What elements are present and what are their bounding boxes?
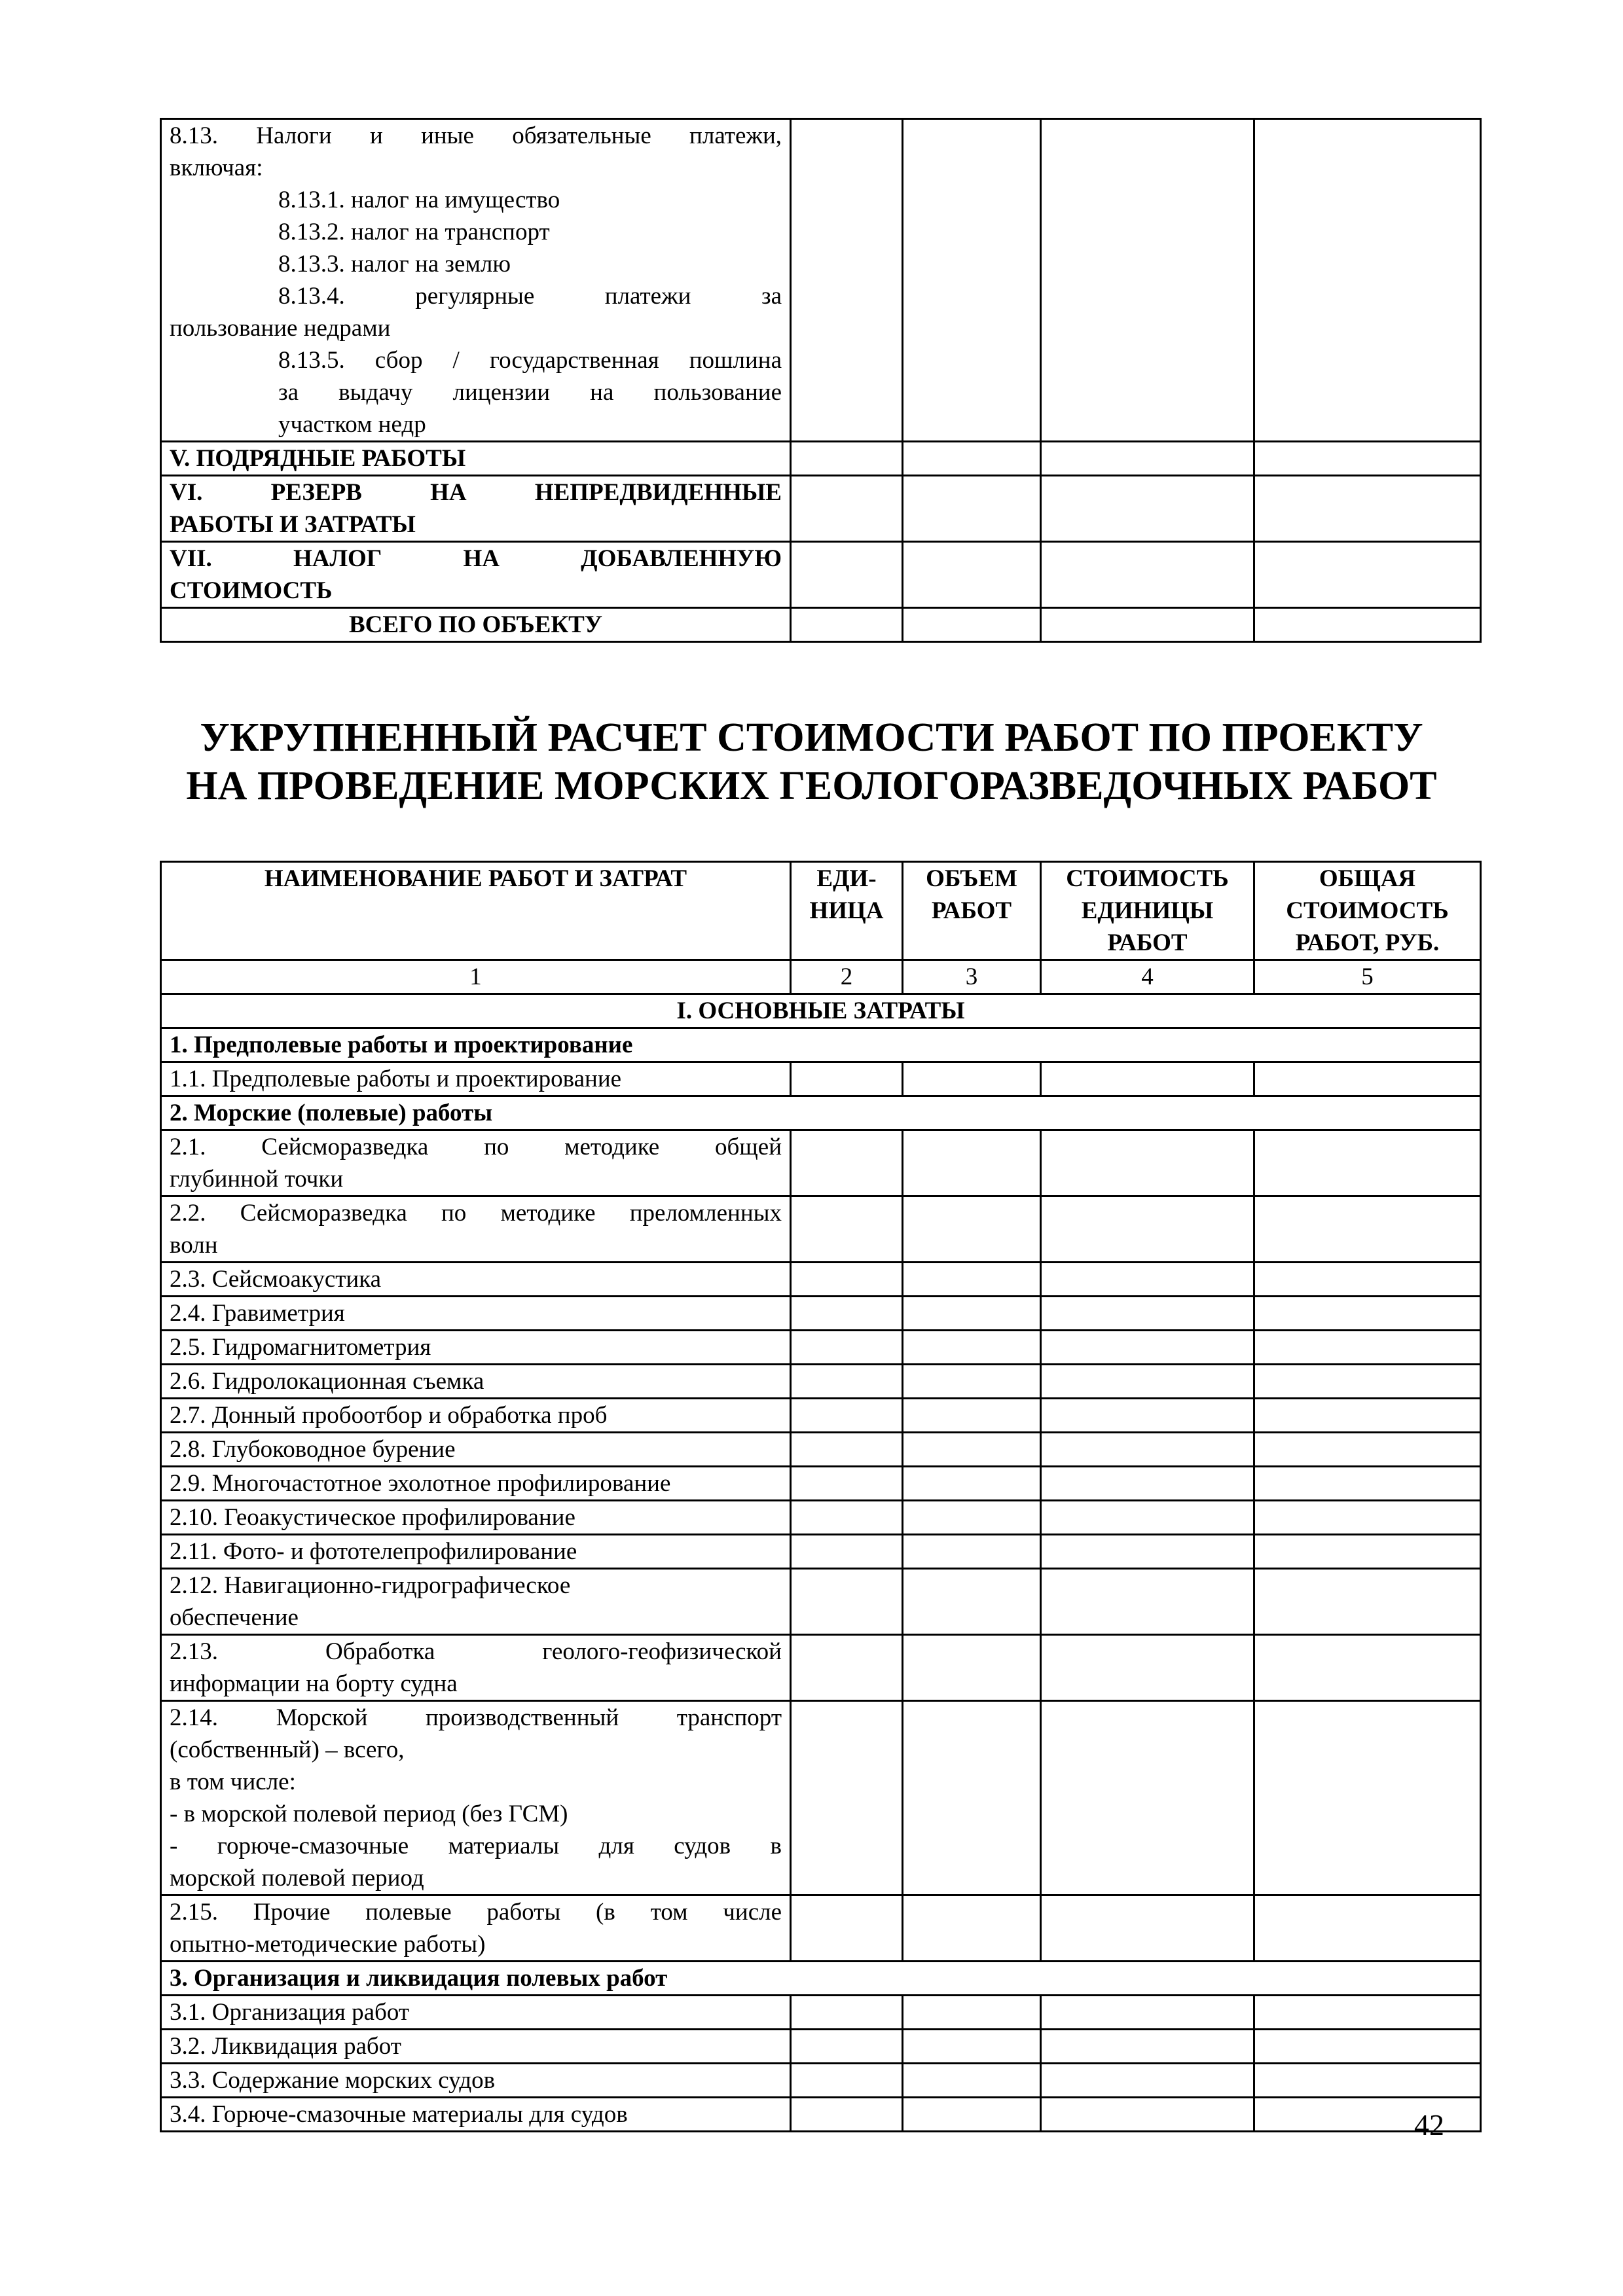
header-name: НАИМЕНОВАНИЕ РАБОТ И ЗАТРАТ (161, 862, 791, 960)
row-name (161, 1196, 791, 1263)
row-name: 1.1. Предполевые работы и проектирование (161, 1062, 791, 1096)
cell-empty (791, 1701, 903, 1895)
cell-empty (903, 1399, 1041, 1433)
row-text: - в морской полевой период (без ГСМ) (170, 1801, 568, 1827)
cell-empty (1041, 1365, 1254, 1399)
table-row (161, 442, 1481, 476)
column-number: 1 (161, 960, 791, 994)
cell-empty (1041, 2030, 1254, 2064)
cell-empty (791, 1433, 903, 1467)
row-vii-name (161, 542, 791, 608)
row-name (161, 1701, 791, 1895)
cell-empty (791, 1365, 903, 1399)
table-header-row (161, 862, 1481, 960)
title-line: УКРУПНЕННЫЙ РАСЧЕТ СТОИМОСТИ РАБОТ ПО ПРОЕКТУ (200, 715, 1423, 760)
row-name: 3.2. Ликвидация работ (161, 2030, 791, 2064)
cell-empty (1041, 119, 1254, 442)
table-row (161, 1635, 1481, 1701)
cell-empty (791, 608, 903, 642)
cell-empty (903, 1365, 1041, 1399)
header-text: РАБОТ (1107, 929, 1188, 956)
row-name: 2.10. Геоакустическое профилирование (161, 1501, 791, 1535)
table-row (161, 542, 1481, 608)
header-text: РАБОТ (931, 897, 1012, 924)
cell-empty (903, 1130, 1041, 1196)
table-row (161, 1501, 1481, 1535)
row-name (161, 1895, 791, 1962)
group-title: 3. Организация и ликвидация полевых работ (161, 1962, 1481, 1996)
cell-empty (1254, 1569, 1481, 1635)
cost-estimate-table (160, 861, 1482, 2132)
cell-empty (903, 1635, 1041, 1701)
continuation-table (160, 118, 1482, 643)
row-text: пользование недрами (170, 315, 391, 342)
cell-empty (1041, 1895, 1254, 1962)
cell-empty (1041, 1467, 1254, 1501)
column-number: 5 (1254, 960, 1481, 994)
cell-empty (1254, 1535, 1481, 1569)
cell-empty (903, 1297, 1041, 1331)
cell-empty (903, 2098, 1041, 2132)
cell-empty (1254, 1701, 1481, 1895)
table-row (161, 1263, 1481, 1297)
table-row (161, 1196, 1481, 1263)
row-name: 2.4. Гравиметрия (161, 1297, 791, 1331)
row-text: РАБОТЫ И ЗАТРАТЫ (170, 511, 416, 538)
section-title: I. ОСНОВНЫЕ ЗАТРАТЫ (161, 994, 1481, 1028)
cell-empty (791, 2098, 903, 2132)
group-row (161, 1096, 1481, 1130)
column-number-row (161, 960, 1481, 994)
row-text: 2.1. Сейсморазведка по методике общей (170, 1134, 782, 1160)
cell-empty (903, 1569, 1041, 1635)
cell-empty (903, 1196, 1041, 1263)
row-text: участком недр (278, 411, 426, 438)
table-row (161, 1535, 1481, 1569)
cell-empty (903, 1701, 1041, 1895)
group-row (161, 1028, 1481, 1062)
cell-empty (1254, 2030, 1481, 2064)
row-text: глубинной точки (170, 1166, 344, 1193)
row-text: 2.14. Морской производственный транспорт (170, 1704, 782, 1731)
row-name (161, 1569, 791, 1635)
cell-empty (903, 1535, 1041, 1569)
row-text: 8.13.5. сбор / государственная пошлина (278, 347, 782, 374)
cell-empty (791, 542, 903, 608)
cell-empty (1041, 1331, 1254, 1365)
cell-empty (1041, 1535, 1254, 1569)
cell-empty (1041, 608, 1254, 642)
cell-empty (791, 1535, 903, 1569)
row-text: за выдачу лицензии на пользование (278, 379, 782, 406)
cell-empty (903, 442, 1041, 476)
cell-empty (791, 2064, 903, 2098)
row-text: (собственный) – всего, (170, 1736, 405, 1763)
cell-empty (1041, 1297, 1254, 1331)
cell-empty (1041, 442, 1254, 476)
header-unit-cost (1041, 862, 1254, 960)
column-number: 4 (1041, 960, 1254, 994)
cell-empty (791, 1996, 903, 2030)
table-row (161, 1467, 1481, 1501)
cell-empty (1254, 1996, 1481, 2030)
row-text: волн (170, 1232, 218, 1259)
cell-empty (1254, 1501, 1481, 1535)
header-text: НИЦА (809, 897, 884, 924)
row-name (161, 1635, 791, 1701)
cell-empty (903, 1996, 1041, 2030)
cell-empty (791, 1130, 903, 1196)
header-text: РАБОТ, РУБ. (1295, 929, 1440, 956)
cell-empty (1041, 1399, 1254, 1433)
cell-empty (903, 2030, 1041, 2064)
cell-empty (1254, 2098, 1481, 2132)
table-row (161, 1297, 1481, 1331)
cell-empty (1041, 2098, 1254, 2132)
header-text: ЕДИ- (816, 865, 877, 892)
row-text: 8.13. Налоги и иные обязательные платежи, (170, 122, 782, 149)
row-text: информации на борту судна (170, 1670, 458, 1697)
cell-empty (1254, 1062, 1481, 1096)
cell-empty (1254, 1433, 1481, 1467)
cell-empty (1254, 1895, 1481, 1962)
row-text: включая: (170, 154, 263, 181)
cell-empty (791, 1501, 903, 1535)
cell-empty (1041, 2064, 1254, 2098)
row-text: морской полевой период (170, 1865, 424, 1892)
cell-empty (791, 1196, 903, 1263)
row-text: VII. НАЛОГ НА ДОБАВЛЕННУЮ (170, 545, 782, 572)
row-text: в том числе: (170, 1768, 296, 1795)
cell-empty (1041, 1501, 1254, 1535)
header-text: СТОИМОСТЬ (1066, 865, 1229, 892)
cell-empty (1041, 1433, 1254, 1467)
cell-empty (1254, 1635, 1481, 1701)
row-text: 8.13.2. налог на транспорт (278, 219, 550, 245)
row-total-name: ВСЕГО ПО ОБЪЕКТУ (161, 608, 791, 642)
table-row (161, 2030, 1481, 2064)
row-name: 2.8. Глубоководное бурение (161, 1433, 791, 1467)
cell-empty (903, 542, 1041, 608)
row-text: СТОИМОСТЬ (170, 577, 333, 604)
cell-empty (791, 1331, 903, 1365)
row-text: 2.15. Прочие полевые работы (в том числе (170, 1899, 782, 1926)
cell-empty (903, 1062, 1041, 1096)
row-text: - горюче-смазочные материалы для судов в (170, 1833, 782, 1859)
cell-empty (1041, 1130, 1254, 1196)
row-name (161, 1130, 791, 1196)
cell-empty (1254, 608, 1481, 642)
page-number: 42 (1414, 2108, 1444, 2142)
row-name: 2.3. Сейсмоакустика (161, 1263, 791, 1297)
group-row (161, 1962, 1481, 1996)
row-text: 8.13.1. налог на имущество (278, 187, 560, 213)
header-text: ОБЪЕМ (926, 865, 1017, 892)
cell-empty (1254, 1297, 1481, 1331)
table-row (161, 1365, 1481, 1399)
table-row (161, 1569, 1481, 1635)
table-row (161, 2098, 1481, 2132)
title-line: НА ПРОВЕДЕНИЕ МОРСКИХ ГЕОЛОГОРАЗВЕДОЧНЫХ РАБОТ (186, 764, 1437, 808)
cell-empty (1254, 2064, 1481, 2098)
cell-empty (791, 1062, 903, 1096)
cell-empty (1041, 542, 1254, 608)
row-name: 3.1. Организация работ (161, 1996, 791, 2030)
cell-empty (791, 1263, 903, 1297)
cell-empty (1041, 1062, 1254, 1096)
cell-empty (903, 1331, 1041, 1365)
table-row (161, 1895, 1481, 1962)
table-row (161, 1433, 1481, 1467)
table-row (161, 1701, 1481, 1895)
row-name: 2.9. Многочастотное эхолотное профилирование (161, 1467, 791, 1501)
row-name: 2.6. Гидролокационная съемка (161, 1365, 791, 1399)
cell-empty (1041, 1701, 1254, 1895)
cell-empty (903, 608, 1041, 642)
row-text: 2.2. Сейсморазведка по методике преломленных (170, 1200, 782, 1227)
table-row (161, 1399, 1481, 1433)
table-row (161, 1130, 1481, 1196)
cell-empty (791, 442, 903, 476)
cell-empty (903, 476, 1041, 542)
table-row (161, 1062, 1481, 1096)
row-text: 2.13. Обработка геолого-геофизической (170, 1638, 782, 1665)
group-title: 1. Предполевые работы и проектирование (161, 1028, 1481, 1062)
table-row (161, 2064, 1481, 2098)
page-title (0, 713, 1623, 810)
cell-empty (1254, 542, 1481, 608)
cell-empty (1041, 1196, 1254, 1263)
row-text: 8.13.4. регулярные платежи за (278, 283, 782, 310)
header-volume (903, 862, 1041, 960)
cell-empty (1254, 1263, 1481, 1297)
cell-empty (1254, 1331, 1481, 1365)
cell-empty (1041, 476, 1254, 542)
table-row (161, 476, 1481, 542)
cell-empty (903, 1895, 1041, 1962)
row-text: обеспечение (170, 1604, 299, 1631)
cell-empty (1254, 1467, 1481, 1501)
cell-empty (1254, 1130, 1481, 1196)
row-vi-name (161, 476, 791, 542)
cell-empty (791, 1895, 903, 1962)
cell-empty (1041, 1569, 1254, 1635)
cell-empty (791, 2030, 903, 2064)
cell-empty (1041, 1996, 1254, 2030)
table-row (161, 608, 1481, 642)
cell-empty (1254, 476, 1481, 542)
table-row (161, 1331, 1481, 1365)
cell-empty (1041, 1635, 1254, 1701)
cell-empty (903, 119, 1041, 442)
row-name: 2.7. Донный пробоотбор и обработка проб (161, 1399, 791, 1433)
cell-empty (791, 1297, 903, 1331)
row-name: 3.3. Содержание морских судов (161, 2064, 791, 2098)
row-text: VI. РЕЗЕРВ НА НЕПРЕДВИДЕННЫЕ (170, 479, 782, 506)
row-name: 3.4. Горюче-смазочные материалы для судов (161, 2098, 791, 2132)
section-row (161, 994, 1481, 1028)
header-text: ОБЩАЯ (1319, 865, 1416, 892)
header-text: ЕДИНИЦЫ (1081, 897, 1214, 924)
cell-empty (903, 1433, 1041, 1467)
column-number: 3 (903, 960, 1041, 994)
header-unit (791, 862, 903, 960)
cell-empty (791, 1635, 903, 1701)
row-name: 2.5. Гидромагнитометрия (161, 1331, 791, 1365)
cell-empty (791, 476, 903, 542)
cell-empty (1254, 119, 1481, 442)
table-row (161, 1996, 1481, 2030)
cell-empty (903, 1467, 1041, 1501)
cell-empty (1254, 1196, 1481, 1263)
cell-empty (1254, 442, 1481, 476)
row-8-13-name (161, 119, 791, 442)
cell-empty (1254, 1365, 1481, 1399)
cell-empty (791, 1399, 903, 1433)
table-row (161, 119, 1481, 442)
cell-empty (791, 1467, 903, 1501)
cell-empty (1041, 1263, 1254, 1297)
header-text: СТОИМОСТЬ (1286, 897, 1449, 924)
cell-empty (791, 119, 903, 442)
cell-empty (903, 1263, 1041, 1297)
row-text: 2.12. Навигационно-гидрографическое (170, 1572, 571, 1599)
cell-empty (1254, 1399, 1481, 1433)
cell-empty (791, 1569, 903, 1635)
header-total-cost (1254, 862, 1481, 960)
row-text: 8.13.3. налог на землю (278, 251, 511, 278)
row-v-name: V. ПОДРЯДНЫЕ РАБОТЫ (161, 442, 791, 476)
cell-empty (903, 2064, 1041, 2098)
column-number: 2 (791, 960, 903, 994)
group-title: 2. Морские (полевые) работы (161, 1096, 1481, 1130)
cell-empty (903, 1501, 1041, 1535)
row-text: опытно-методические работы) (170, 1931, 486, 1958)
row-name: 2.11. Фото- и фототелепрофилирование (161, 1535, 791, 1569)
